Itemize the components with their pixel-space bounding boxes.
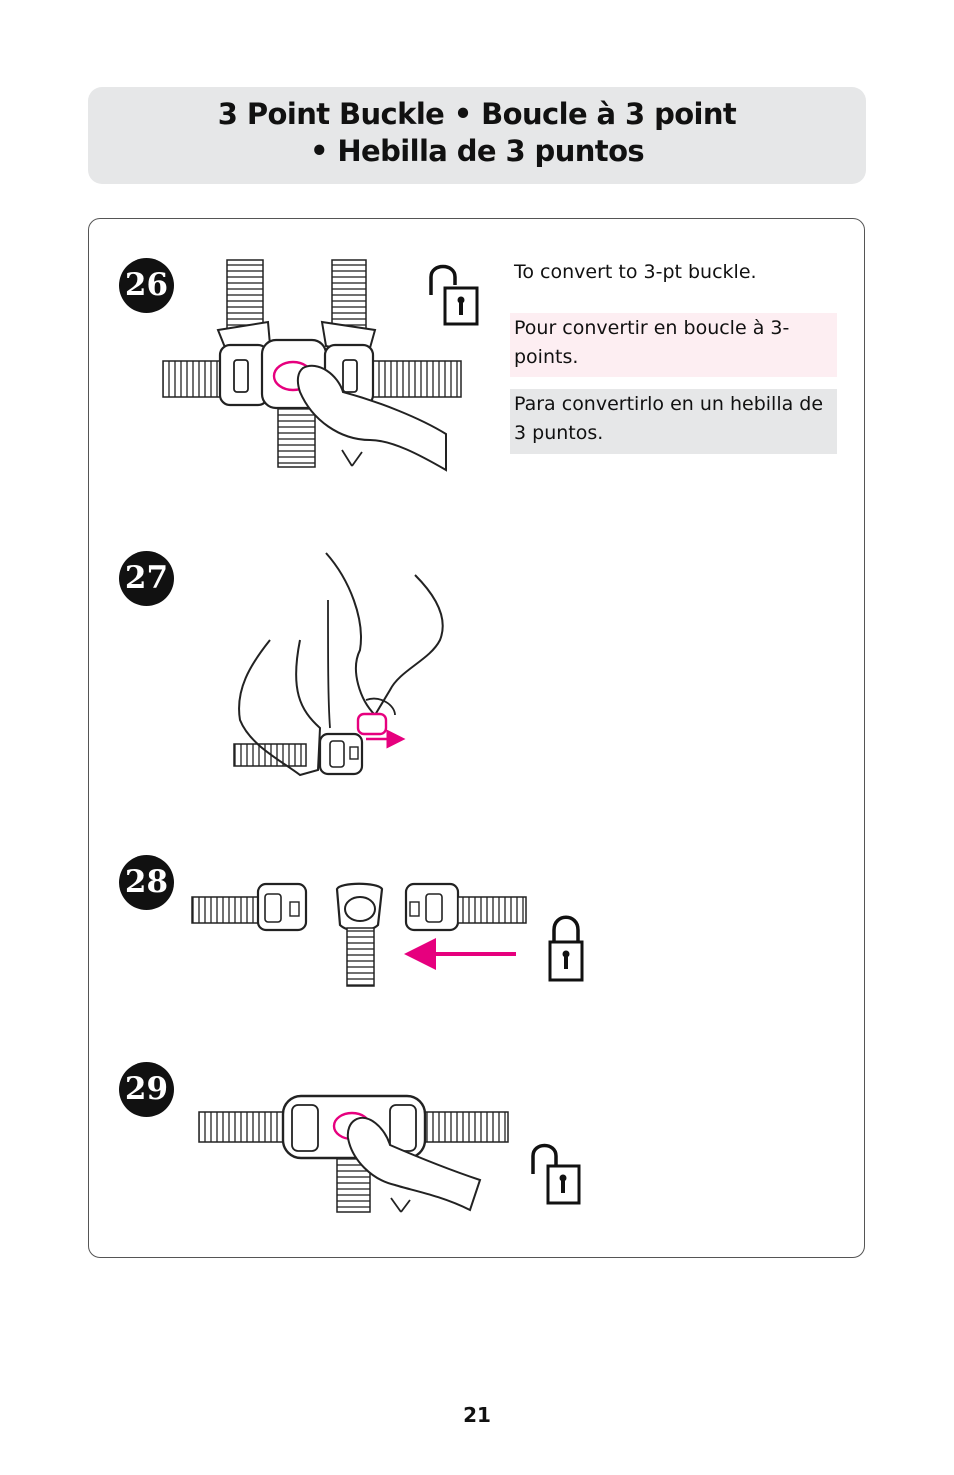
step-27-illustration: [234, 553, 443, 775]
step-29-badge: 29: [119, 1062, 174, 1117]
step-26-illustration: [163, 260, 461, 470]
instruction-spanish: Para convertirlo en un hebilla de 3 puntos.: [510, 389, 837, 454]
step-26-badge: 26: [119, 258, 174, 313]
unlock-icon: [431, 267, 477, 325]
instruction-french: Pour convertir en boucle à 3-points.: [510, 313, 837, 377]
chest-clip-highlight: [358, 714, 386, 734]
waist-strap-left: [163, 361, 226, 397]
step-27-badge: 27: [119, 551, 174, 606]
title-line-2: • Hebilla de 3 puntos: [309, 134, 645, 168]
title-line-1: 3 Point Buckle • Boucle à 3 point: [217, 97, 737, 131]
lock-icon: [550, 917, 582, 980]
crotch-strap: [278, 405, 315, 467]
page-number: 21: [463, 1403, 491, 1427]
step-28-badge: 28: [119, 855, 174, 910]
waist-strap-right: [372, 361, 461, 397]
unlock-icon: [533, 1146, 579, 1204]
step-28-illustration: [192, 884, 526, 986]
step-29-illustration: [199, 1096, 508, 1212]
instruction-english: To convert to 3-pt buckle.: [514, 261, 757, 283]
